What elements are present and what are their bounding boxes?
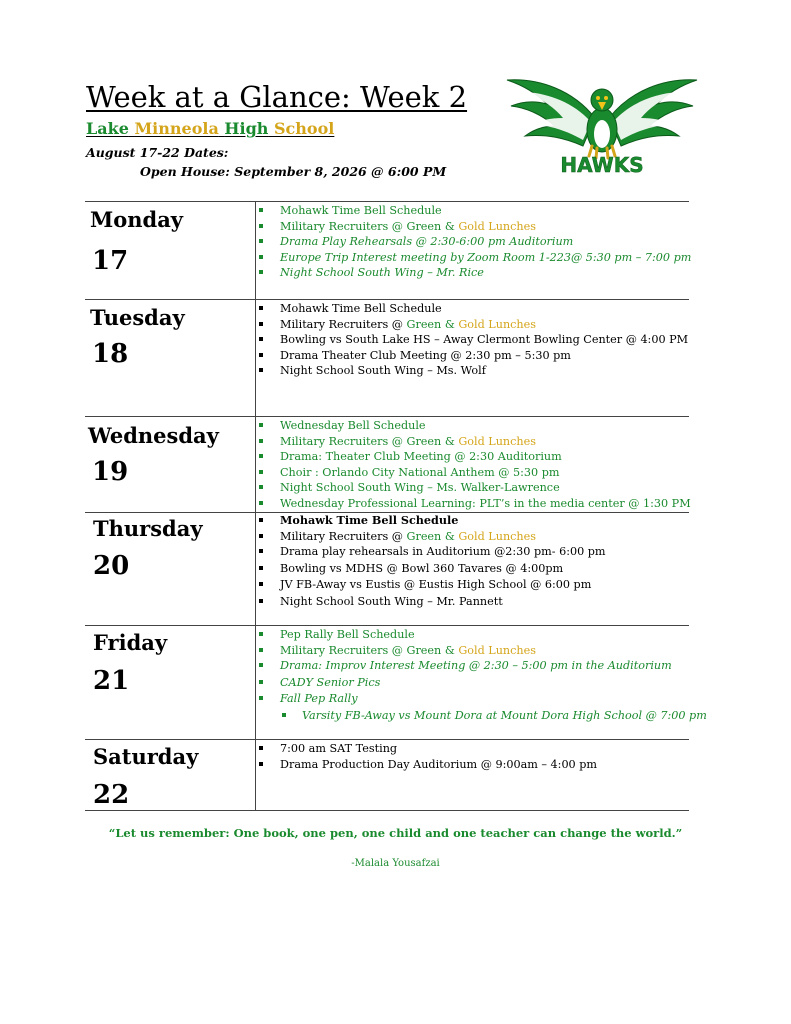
event-item: Europe Trip Interest meeting by Zoom Room 1-223@ 5:30 pm – 7:00 pm [258,250,689,266]
event-item: Mohawk Time Bell Schedule [258,203,689,219]
hawk-body-icon [587,89,617,158]
quote-author: -Malala Yousafzai [351,858,440,869]
event-item: Bowling vs MDHS @ Bowl 360 Tavares @ 4:00pm [258,561,689,578]
event-item: Night School South Wing – Mr. Pannett [258,594,689,611]
events-cell [256,513,690,626]
day-number: 19 [92,457,129,487]
day-row-friday [85,626,689,740]
school-name [86,119,334,138]
weekly-schedule-table [85,201,707,811]
event-item: Military Recruiters @ Green & Gold Lunches [258,529,689,545]
event-item: Wednesday Professional Learning: PLT’s in the media center @ 1:30 PM [258,496,689,512]
day-cell [85,417,256,513]
event-item: Night School South Wing – Ms. Walker-Lawrence [258,480,689,496]
quote-text: “Let us remember: One book, one pen, one child and one teacher can change the world.” [108,826,683,840]
page-title: Week at a Glance: Week 2 [86,80,468,114]
events-cell [256,417,690,513]
event-sub-item: Varsity FB-Away vs Mount Dora at Mount Dora High School @ 7:00 pm [258,708,689,725]
hawk-wing-right-icon [609,80,697,146]
school-word-4: School [274,119,335,138]
event-item: Drama: Improv Interest Meeting @ 2:30 – 5:00 pm in the Auditorium [258,658,689,675]
event-item: Wednesday Bell Schedule [258,418,689,434]
open-house-label: Open House: September 8, 2026 @ 6:00 PM [140,164,447,179]
day-cell [85,300,256,417]
day-cell [85,626,256,740]
event-item: Mohawk Time Bell Schedule [258,301,689,317]
event-item: Military Recruiters @ Green & Gold Lunches [258,643,689,659]
events-cell [256,626,707,740]
day-name: Thursday [93,516,203,541]
event-item: 7:00 am SAT Testing [258,741,689,757]
day-number: 20 [93,551,130,581]
day-row-wednesday [85,417,689,513]
day-cell [85,202,256,300]
day-name: Tuesday [90,305,185,330]
day-cell [85,513,256,626]
day-number: 17 [92,246,129,276]
event-item: Bowling vs South Lake HS – Away Clermont Bowling Center @ 4:00 PM [258,332,689,348]
event-item: Mohawk Time Bell Schedule [258,513,689,529]
event-item: Night School South Wing – Mr. Rice [258,265,689,281]
day-name: Monday [90,207,184,232]
event-item: Military Recruiters @ Green & Gold Lunches [258,219,689,235]
day-cell [85,740,256,811]
events-cell [256,740,690,811]
day-name: Friday [93,630,168,655]
event-item: CADY Senior Pics [258,675,689,692]
event-item: Fall Pep Rally [258,691,689,708]
day-name: Wednesday [88,423,219,448]
event-item: Drama: Theater Club Meeting @ 2:30 Auditorium [258,449,689,465]
event-item: Military Recruiters @ Green & Gold Lunches [258,317,689,333]
day-number: 21 [93,666,130,696]
event-item: Pep Rally Bell Schedule [258,627,689,643]
dates-label: August 17-22 Dates: [86,145,229,160]
day-row-saturday [85,740,689,811]
event-item: Drama play rehearsals in Auditorium @2:30 pm- 6:00 pm [258,544,689,561]
day-number: 18 [92,339,129,369]
day-row-thursday [85,513,689,626]
logo-text: HAWKS [560,153,644,177]
school-word-1: Lake [86,119,129,138]
event-item: Choir : Orlando City National Anthem @ 5:30 pm [258,465,689,481]
hawk-logo [503,72,701,184]
event-item: Drama Play Rehearsals @ 2:30-6:00 pm Auditorium [258,234,689,250]
hawk-wing-left-icon [507,80,595,146]
school-word-2: Minneola [134,119,219,138]
events-cell [256,300,690,417]
day-number: 22 [93,780,130,810]
school-word-3: High [224,119,269,138]
day-name: Saturday [93,744,199,769]
event-item: JV FB-Away vs Eustis @ Eustis High School @ 6:00 pm [258,577,689,594]
event-item: Night School South Wing – Ms. Wolf [258,363,689,379]
day-row-tuesday [85,300,689,417]
events-cell [256,202,690,300]
day-row-monday [85,202,689,300]
event-item: Drama Production Day Auditorium @ 9:00am – 4:00 pm [258,757,689,773]
event-item: Military Recruiters @ Green & Gold Lunches [258,434,689,450]
event-item: Drama Theater Club Meeting @ 2:30 pm – 5:30 pm [258,348,689,364]
